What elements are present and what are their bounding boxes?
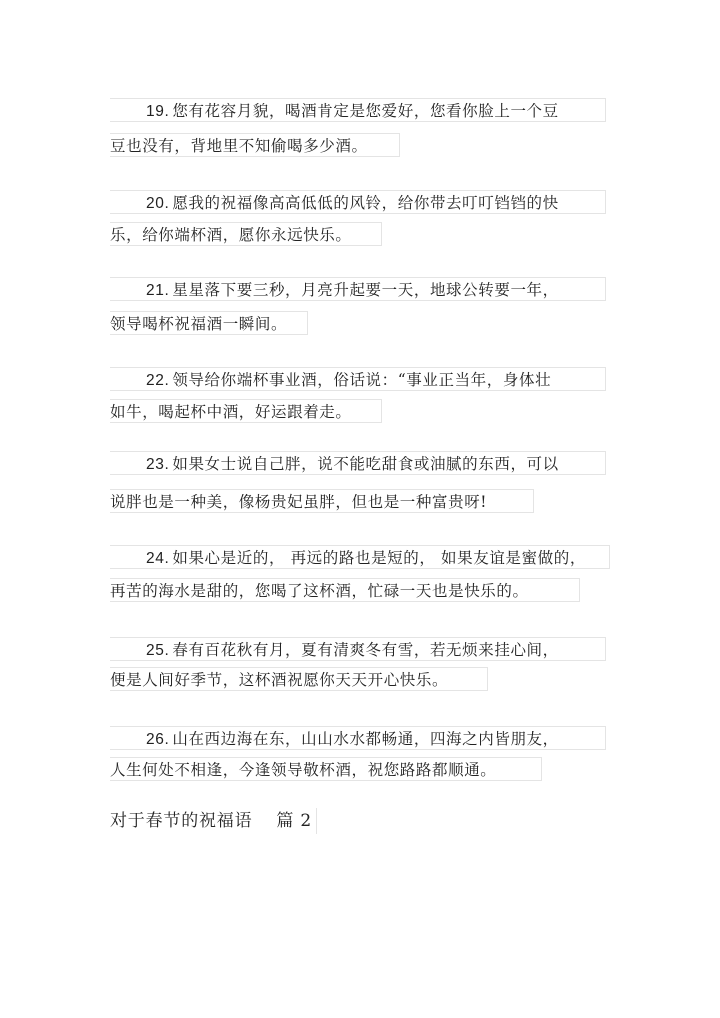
item-22-text-1: 领导给你端杯事业酒，俗话说：“事业正当年，身体壮 (172, 371, 552, 389)
item-19-number: 19. (146, 103, 170, 120)
item-21-line-2 (110, 311, 308, 335)
item-23-line-1 (110, 451, 606, 475)
item-19-line-2 (110, 133, 400, 157)
item-20-text-1: 愿我的祝福像高高低低的风铃，给你带去叮叮铛铛的快 (172, 194, 559, 212)
item-23-text-2: 说胖也是一种美，像杨贵妃虽胖，但也是一种富贵呀! (110, 493, 488, 511)
item-19-text-2: 豆也没有，背地里不知偷喝多少酒。 (110, 137, 368, 155)
section-heading (110, 808, 317, 834)
item-26-line-2 (110, 757, 542, 781)
item-25-text-1: 春有百花秋有月，夏有清爽冬有雪，若无烦来挂心间， (172, 641, 559, 659)
item-23-text-1: 如果女士说自己胖，说不能吃甜食或油腻的东西，可以 (172, 455, 559, 473)
item-21-text-2: 领导喝杯祝福酒一瞬间。 (110, 315, 288, 333)
item-26-number: 26. (146, 731, 170, 748)
item-20-text-2: 乐，给你端杯酒，愿你永远快乐。 (110, 226, 352, 244)
item-23-line-2 (110, 489, 534, 513)
item-23-number: 23. (146, 456, 170, 473)
section-heading-title: 对于春节的祝福语 (110, 811, 253, 831)
item-24-line-1 (110, 545, 610, 569)
item-22-line-1 (110, 367, 606, 391)
item-26-text-1: 山在西边海在东，山山水水都畅通，四海之内皆朋友， (172, 730, 559, 748)
item-19-line-1 (110, 98, 606, 122)
item-25-number: 25. (146, 642, 170, 659)
item-22-number: 22. (146, 372, 170, 389)
item-22-text-2: 如牛，喝起杯中酒，好运跟着走。 (110, 403, 352, 421)
item-26-text-2: 人生何处不相逢，今逢领导敬杯酒，祝您路路都顺通。 (110, 761, 497, 779)
section-heading-part: 篇 2 (276, 811, 313, 831)
item-26-line-1 (110, 726, 606, 750)
item-24-number: 24. (146, 550, 170, 567)
item-24-line-2 (110, 578, 580, 602)
item-19-text-1: 您有花容月貌，喝酒肯定是您爱好，您看你脸上一个豆 (172, 102, 559, 120)
item-22-line-2 (110, 399, 382, 423)
item-24-text-1: 如果心是近的， 再远的路也是短的， 如果友谊是蜜做的， (172, 549, 586, 567)
item-25-line-2 (110, 667, 488, 691)
item-20-number: 20. (146, 195, 170, 212)
item-20-line-2 (110, 222, 382, 246)
item-21-text-1: 星星落下要三秒，月亮升起要一天，地球公转要一年， (172, 281, 559, 299)
item-24-text-2: 再苦的海水是甜的，您喝了这杯酒，忙碌一天也是快乐的。 (110, 582, 529, 600)
item-20-line-1 (110, 190, 606, 214)
item-25-line-1 (110, 637, 606, 661)
item-21-number: 21. (146, 282, 170, 299)
item-25-text-2: 便是人间好季节，这杯酒祝愿你天天开心快乐。 (110, 671, 449, 689)
item-21-line-1 (110, 277, 606, 301)
